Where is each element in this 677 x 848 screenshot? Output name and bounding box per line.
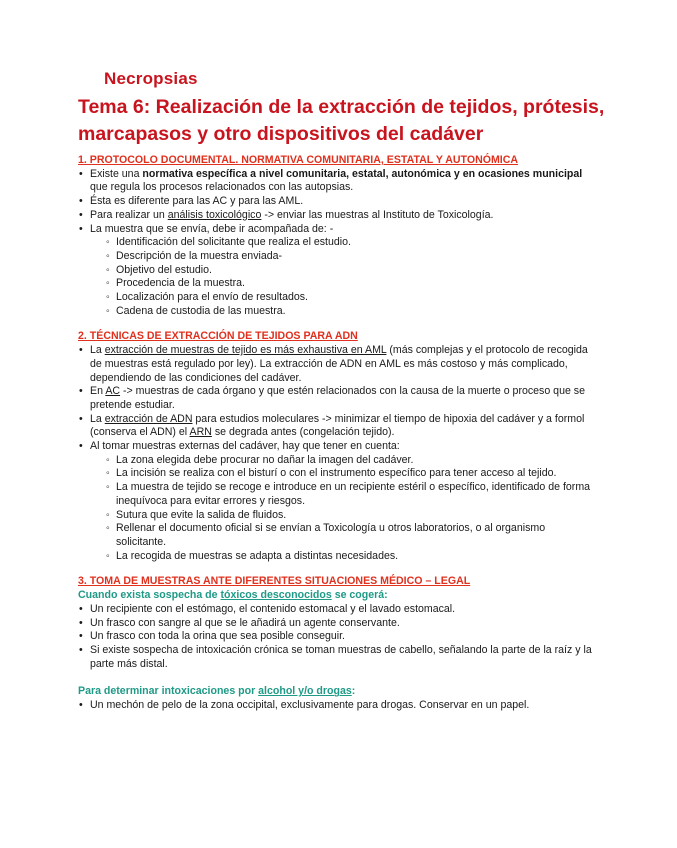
text: En bbox=[90, 385, 106, 398]
section-3-heading: 3. TOMA DE MUESTRAS ANTE DIFERENTES SITUACIONES MÉDICO – LEGAL bbox=[78, 575, 471, 588]
text: Para realizar un bbox=[90, 208, 168, 221]
section-1-list bbox=[78, 168, 598, 319]
list-item bbox=[78, 440, 598, 563]
text: La bbox=[90, 344, 105, 357]
section-2-list bbox=[78, 344, 598, 563]
list-item: • Un frasco con sangre al que se le añadirá un agente conservante. bbox=[78, 617, 598, 631]
sub-list-item: ◦ Rellenar el documento oficial si se envían a Toxicología u otros laboratorios, o al organismo solicitante. bbox=[106, 522, 598, 549]
text: se degrada antes (congelación tejido). bbox=[211, 426, 395, 439]
sub-list-item: ◦ La muestra de tejido se recoge e introduce en un recipiente estéril o específico, identificado de forma inequívoca para evitar errores y riesgos. bbox=[106, 481, 598, 508]
subject-title: Necropsias bbox=[104, 69, 198, 88]
sub-list-item: ◦ Cadena de custodia de las muestra. bbox=[106, 305, 598, 319]
text: Al tomar muestras externas del cadáver, hay que tener en cuenta: bbox=[90, 440, 400, 453]
bold-text: normativa específica a nivel comunitaria, estatal, autonómica y en ocasiones municipal bbox=[142, 167, 583, 180]
underlined-text: ARN bbox=[189, 426, 212, 439]
underlined-text: análisis toxicológico bbox=[167, 208, 262, 221]
list-item: • Un frasco con toda la orina que sea posible conseguir. bbox=[78, 630, 598, 644]
subheading-alcohol-drugs bbox=[78, 685, 598, 699]
sub-list-item: ◦ Identificación del solicitante que realiza el estudio. bbox=[106, 236, 598, 250]
underlined-text: extracción de ADN bbox=[104, 412, 193, 425]
text: La bbox=[90, 412, 105, 425]
list-item: • Ésta es diferente para las AC y para las AML. bbox=[78, 195, 598, 209]
sub-list-item: ◦ Procedencia de la muestra. bbox=[106, 277, 598, 291]
spacer bbox=[78, 318, 598, 330]
section-3b-list bbox=[78, 699, 598, 713]
text: Cuando exista sospecha de bbox=[78, 589, 221, 602]
underlined-text: alcohol y/o drogas bbox=[258, 685, 352, 698]
list-item bbox=[78, 209, 598, 223]
sub-list-item: ◦ La recogida de muestras se adapta a distintas necesidades. bbox=[106, 550, 598, 564]
underlined-text: tóxicos desconocidos bbox=[220, 589, 332, 602]
list-item bbox=[78, 385, 598, 412]
list-item bbox=[78, 413, 598, 440]
sub-list bbox=[90, 236, 598, 318]
subheading-unknown-toxics bbox=[78, 589, 598, 603]
spacer bbox=[78, 671, 598, 685]
list-item: • Si existe sospecha de intoxicación crónica se toman muestras de cabello, señalando la parte de la raíz y la parte más distal. bbox=[78, 644, 598, 671]
text: -> muestras de cada órgano y que estén relacionados con la causa de la muerte o proceso que se pretende estudiar. bbox=[90, 385, 585, 411]
sub-list-item: ◦ La zona elegida debe procurar no dañar la imagen del cadáver. bbox=[106, 454, 598, 468]
text: La muestra que se envía, debe ir acompañada de: - bbox=[90, 222, 334, 235]
sub-list-item: ◦ La incisión se realiza con el bisturí o con el instrumento específico para tener acceso al tejido. bbox=[106, 467, 598, 481]
text: para estudios moleculares -> minimizar el tiempo de hipoxia del cadáver y a formol (conserva el ADN) el bbox=[90, 412, 585, 439]
sub-list-item: ◦ Sutura que evite la salida de fluidos. bbox=[106, 509, 598, 523]
text: Existe una bbox=[90, 167, 143, 180]
text: que regula los procesos relacionados con las autopsias. bbox=[90, 181, 354, 194]
document-body bbox=[78, 154, 598, 713]
text: se cogerá: bbox=[331, 589, 388, 602]
list-item bbox=[78, 168, 598, 195]
page-title: Tema 6: Realización de la extracción de tejidos, prótesis, marcapasos y otro dispositivos del cadáver bbox=[78, 96, 605, 145]
sub-list-item: ◦ Localización para el envío de resultados. bbox=[106, 291, 598, 305]
section-1-heading: 1. PROTOCOLO DOCUMENTAL. NORMATIVA COMUNITARIA, ESTATAL Y AUTONÓMICA bbox=[78, 154, 519, 166]
text: : bbox=[351, 685, 356, 698]
sub-list-item: ◦ Descripción de la muestra enviada- bbox=[106, 250, 598, 264]
list-item bbox=[78, 223, 598, 319]
underlined-text: AC bbox=[105, 385, 121, 398]
sub-list-item: ◦ Objetivo del estudio. bbox=[106, 264, 598, 278]
text: (más complejas y el protocolo de recogida de muestras está regulado por ley). La extracción de ADN en AML es más costoso y más complicado, dependiendo de las condiciones del cadáver. bbox=[90, 344, 588, 384]
section-3-list bbox=[78, 603, 598, 672]
underlined-text: extracción de muestras de tejido es más exhaustiva en AML bbox=[104, 344, 387, 357]
section-2-heading: 2. TÉCNICAS DE EXTRACCIÓN DE TEJIDOS PARA ADN bbox=[78, 330, 358, 343]
spacer bbox=[78, 563, 598, 575]
sub-list bbox=[90, 454, 598, 564]
list-item: • Un mechón de pelo de la zona occipital, exclusivamente para drogas. Conservar en un papel. bbox=[78, 699, 598, 713]
list-item: • Un recipiente con el estómago, el contenido estomacal y el lavado estomacal. bbox=[78, 603, 598, 617]
list-item bbox=[78, 344, 598, 385]
text: Para determinar intoxicaciones por bbox=[78, 685, 259, 698]
text: -> enviar las muestras al Instituto de Toxicología. bbox=[261, 208, 494, 221]
